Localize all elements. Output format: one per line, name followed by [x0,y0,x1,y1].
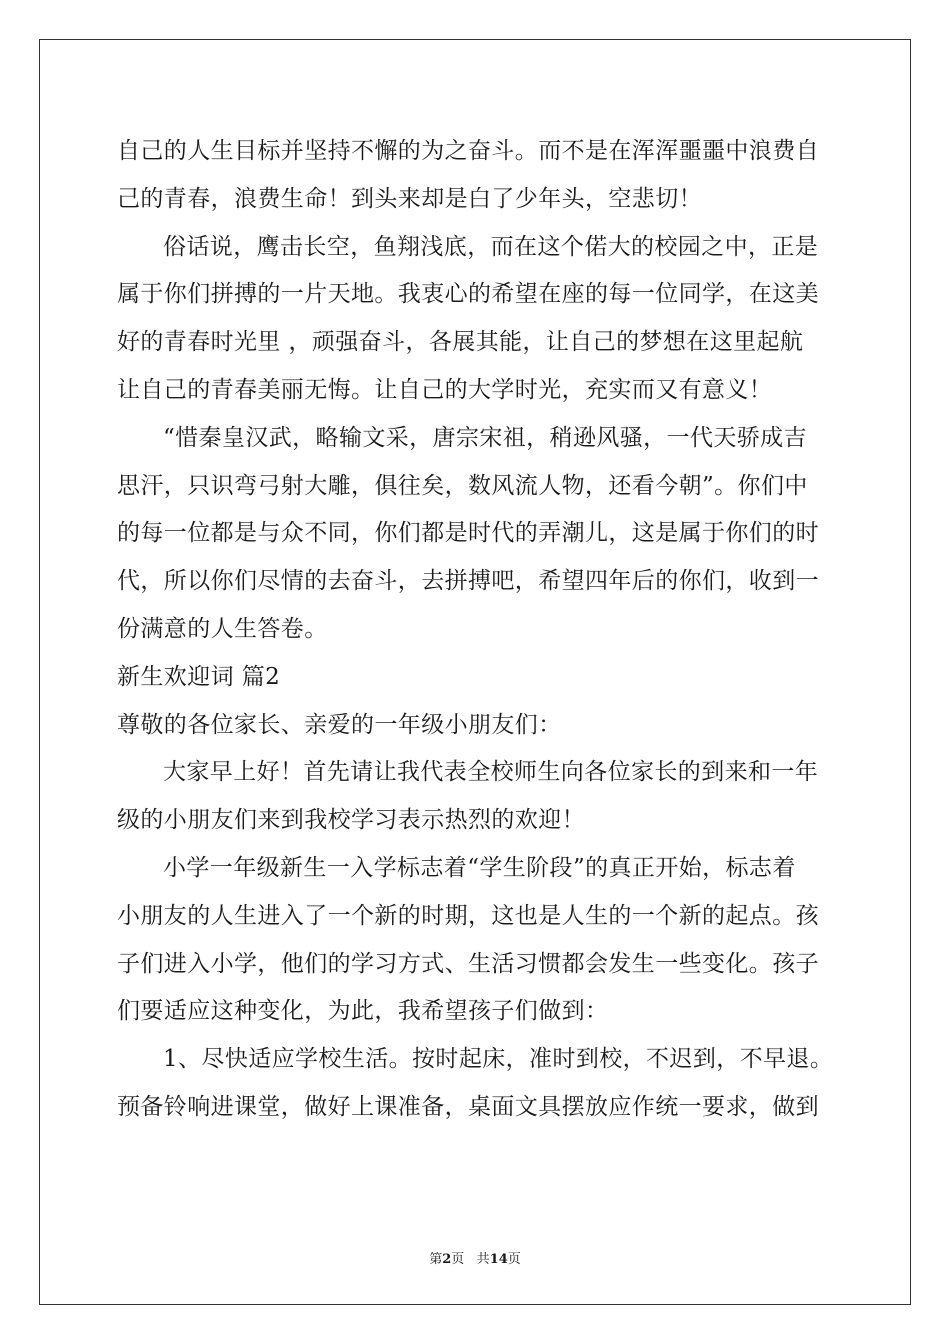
text-line: 小朋友的人生进入了一个新的时期，这也是人生的一个新的起点。孩 [117,902,819,929]
salutation: 尊敬的各位家长、亲爱的一年级小朋友们： [117,711,562,738]
document-body [117,128,837,1132]
text-line: 份满意的人生答卷。 [117,615,328,642]
text-line: 代，所以你们尽情的去奋斗，去拼搏吧，希望四年后的你们，收到一 [117,568,819,595]
text-line: 大家早上好！首先请让我代表全校师生向各位家长的到来和一年 [163,759,819,786]
page-footer [0,1248,950,1267]
text-line: 子们进入小学，他们的学习方式、生活习惯都会发生一些变化。孩子 [117,950,819,977]
text-line: 小学一年级新生一入学标志着“学生阶段”的真正开始，标志着 [163,854,796,881]
text-line: 己的青春，浪费生命！到头来却是白了少年头，空悲切！ [117,185,702,212]
page-prefix: 第 [429,1252,443,1267]
text-line: “惜秦皇汉武，略输文采，唐宗宋祖，稍逊风骚，一代天骄成吉 [163,424,807,451]
text-line: 的每一位都是与众不同，你们都是时代的弄潮儿，这是属于你们的时 [117,520,819,547]
text-line: 思汗，只识弯弓射大雕，俱往矣，数风流人物，还看今朝”。你们中 [117,472,808,499]
text-line: 属于你们拼搏的一片天地。我衷心的希望在座的每一位同学，在这美 [117,281,819,308]
text-line: 级的小朋友们来到我校学习表示热烈的欢迎！ [117,807,585,834]
page-current: 2 [442,1252,452,1267]
text-line: 俗话说，鹰击长空，鱼翔浅底，而在这个偌大的校园之中，正是 [163,233,819,260]
total-prefix: 共 [476,1252,490,1267]
text-line: 们要适应这种变化，为此，我希望孩子们做到： [117,998,609,1025]
text-line: 让自己的青春美丽无悔。让自己的大学时光，充实而又有意义！ [117,376,773,403]
section-heading: 新生欢迎词 篇2 [117,663,281,690]
text-line: 预备铃响进课堂，做好上课准备，桌面文具摆放应作统一要求，做到 [117,1093,819,1120]
page-total: 14 [489,1252,508,1267]
text-line: 自己的人生目标并坚持不懈的为之奋斗。而不是在浑浑噩噩中浪费自 [117,138,819,164]
page-suffix: 页 [451,1252,465,1267]
text-line: 1、尽快适应学校生活。按时起床，准时到校，不迟到，不早退。 [163,1046,834,1073]
total-suffix: 页 [507,1252,521,1267]
text-line: 好的青春时光里 ，顽强奋斗，各展其能，让自己的梦想在这里起航 [117,329,804,356]
